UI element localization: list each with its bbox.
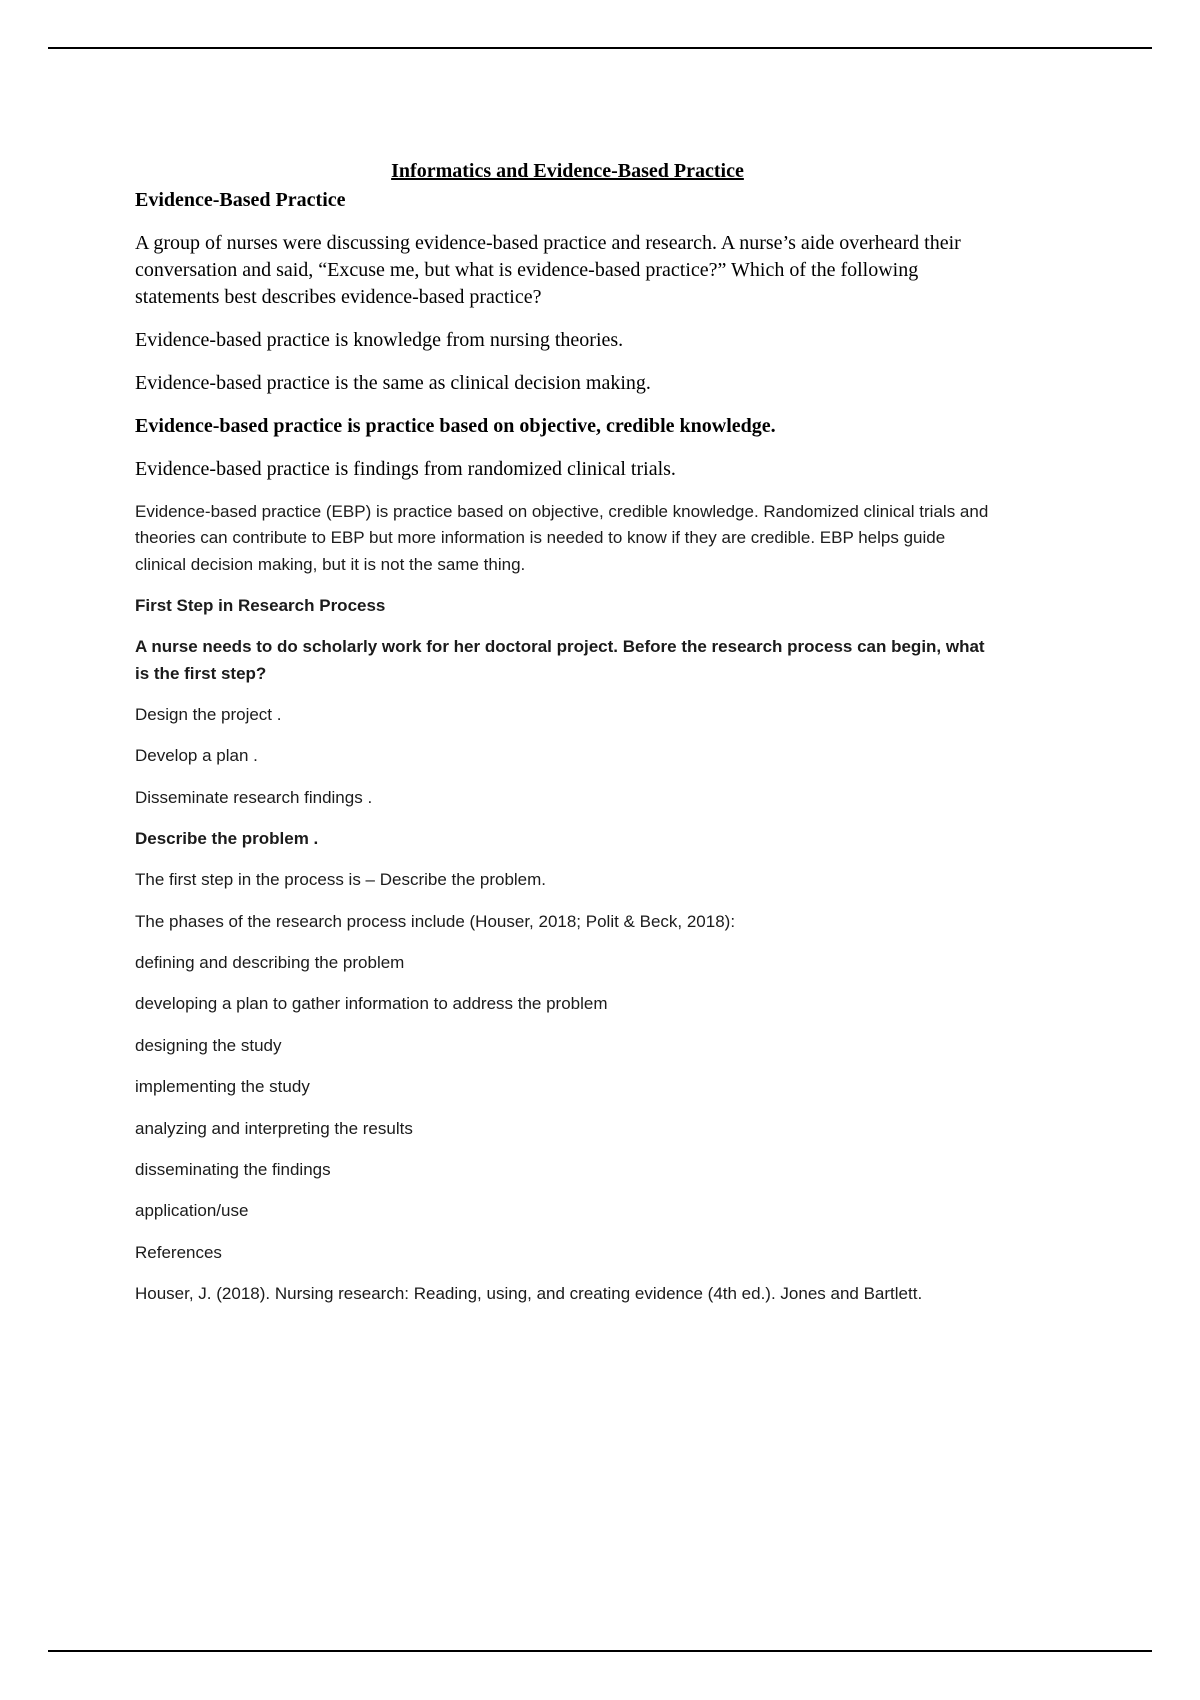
rationale-line: developing a plan to gather information to address the problem <box>135 994 608 1014</box>
rationale-paragraph: Evidence-based practice (EBP) is practice based on objective, credible knowledge. Randomized clinical trials and theories can contribute to EBP but more information is needed to know if they are credible. EBP helps guide clinical decision making, but it is not the same thing. <box>135 502 989 574</box>
rationale-line: defining and describing the problem <box>135 953 405 973</box>
answer-option-correct: Describe the problem . <box>135 829 319 849</box>
answer-option: Develop a plan . <box>135 746 258 766</box>
answer-option: Disseminate research findings . <box>135 787 373 807</box>
reference-entry: Houser, J. (2018). Nursing research: Reading, using, and creating evidence (4th ed.). Jones and Bartlett. <box>135 1283 923 1303</box>
answer-option: Evidence-based practice is findings from randomized clinical trials. <box>135 458 676 480</box>
question-1-prompt-bold: A group of nurses were discussing evidence-based practice and research. A nurse’s aide overheard their conversation and said, “Excuse me, but what is evidence-based practice?” Which of the following statements best describes evidence-based practice <box>135 232 961 308</box>
answer-option-correct: Evidence-based practice is practice based on objective, credible knowledge. <box>135 415 776 437</box>
document-title: Informatics and Evidence-Based Practice <box>391 160 744 182</box>
answer-option: Evidence-based practice is the same as clinical decision making. <box>135 372 651 394</box>
rationale-line: The phases of the research process include (Houser, 2018; Polit & Beck, 2018): <box>135 911 736 931</box>
rationale-line: analyzing and interpreting the results <box>135 1118 413 1138</box>
document-content <box>135 158 1000 1322</box>
rationale-line: application/use <box>135 1201 249 1221</box>
bottom-rule <box>48 1650 1152 1652</box>
question-2-prompt: A nurse needs to do scholarly work for her doctoral project. Before the research process can begin, what is the first step? <box>135 637 985 683</box>
rationale-line: designing the study <box>135 1035 282 1055</box>
rationale-line: implementing the study <box>135 1077 310 1097</box>
top-rule <box>48 47 1152 49</box>
rationale-line: The first step in the process is – Describe the problem. <box>135 870 547 890</box>
references-heading: References <box>135 1242 222 1262</box>
question-1-prompt <box>135 230 1000 311</box>
answer-option: Design the project . <box>135 705 282 725</box>
question-2-heading: First Step in Research Process <box>135 596 386 616</box>
question-1-prompt-tail: ? <box>532 286 542 308</box>
answer-option: Evidence-based practice is knowledge from nursing theories. <box>135 329 624 351</box>
section-heading: Evidence-Based Practice <box>135 189 346 211</box>
rationale-line: disseminating the findings <box>135 1159 331 1179</box>
